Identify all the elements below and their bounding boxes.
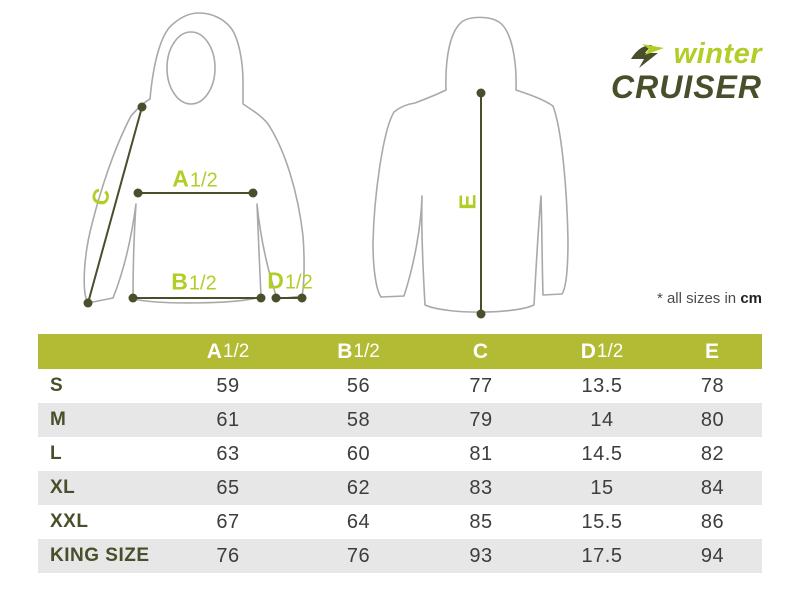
value-cell: 84 [700, 476, 725, 499]
label-fraction: 1/2 [284, 271, 313, 294]
size-cell: M [50, 409, 67, 430]
note-unit: cm [740, 290, 762, 307]
sizes-unit-note [657, 290, 762, 307]
value-cell: 59 [216, 374, 240, 397]
table-row [38, 505, 762, 539]
value-cell: 15.5 [581, 510, 623, 533]
table-row [38, 539, 762, 573]
value-cell: 61 [216, 408, 240, 431]
value-cell: 62 [346, 476, 371, 499]
brand-name-winter: winter [673, 38, 762, 70]
brand-logo [611, 40, 762, 103]
value-cell: 93 [469, 544, 493, 567]
value-cell: 14.5 [581, 442, 623, 465]
table-row [38, 403, 762, 437]
table-row [38, 369, 762, 403]
value-cell: 65 [216, 476, 240, 499]
column-header-b: B 1/2 [337, 339, 380, 363]
label-letter: E [454, 194, 481, 210]
value-cell: 67 [216, 510, 240, 533]
brand-arrow-icon [629, 41, 667, 69]
value-cell: 76 [346, 544, 371, 567]
size-cell: L [50, 443, 63, 464]
value-cell: 81 [469, 442, 493, 465]
value-cell: 64 [346, 510, 371, 533]
column-header-d: D 1/2 [580, 339, 624, 363]
hoodie-back-outline [373, 17, 568, 312]
value-cell: 83 [469, 476, 493, 499]
value-cell: 60 [346, 442, 371, 465]
hood-opening [167, 32, 215, 104]
size-cell: XXL [50, 511, 89, 532]
value-cell: 82 [700, 442, 725, 465]
value-cell: 63 [216, 442, 240, 465]
value-cell: 15 [590, 476, 614, 499]
value-cell: 86 [700, 510, 725, 533]
table-row [38, 437, 762, 471]
value-cell: 13.5 [581, 374, 623, 397]
label-letter: B [171, 268, 188, 295]
label-e [455, 194, 482, 209]
value-cell: 77 [469, 374, 493, 397]
value-cell: 58 [346, 408, 371, 431]
hoodie-front-outline [84, 13, 304, 303]
label-fraction: 1/2 [189, 169, 218, 192]
table-row [38, 471, 762, 505]
size-table [38, 334, 762, 573]
label-d-half [267, 268, 312, 295]
column-header-c: C [472, 339, 489, 363]
label-letter: D [267, 267, 284, 294]
label-letter: A [172, 165, 189, 192]
value-cell: 79 [469, 408, 493, 431]
note-text: * all sizes in [656, 290, 741, 307]
label-letter: C [85, 185, 116, 209]
value-cell: 78 [700, 374, 725, 397]
size-cell: KING SIZE [50, 545, 150, 566]
size-cell: S [50, 375, 64, 396]
label-a-half [172, 166, 217, 193]
label-b-half [171, 269, 216, 296]
value-cell: 14 [590, 408, 614, 431]
brand-name-cruiser: CRUISER [610, 69, 762, 105]
size-table-body [38, 369, 762, 573]
table-header-row [38, 334, 762, 369]
value-cell: 80 [700, 408, 725, 431]
value-cell: 94 [700, 544, 725, 567]
value-cell: 56 [346, 374, 371, 397]
column-header-e: E [704, 339, 719, 363]
value-cell: 17.5 [581, 544, 623, 567]
value-cell: 85 [469, 510, 493, 533]
size-cell: XL [50, 477, 76, 498]
label-fraction: 1/2 [188, 272, 217, 295]
table-corner-cell [38, 334, 160, 369]
value-cell: 76 [216, 544, 240, 567]
column-header-a: A 1/2 [206, 339, 250, 363]
